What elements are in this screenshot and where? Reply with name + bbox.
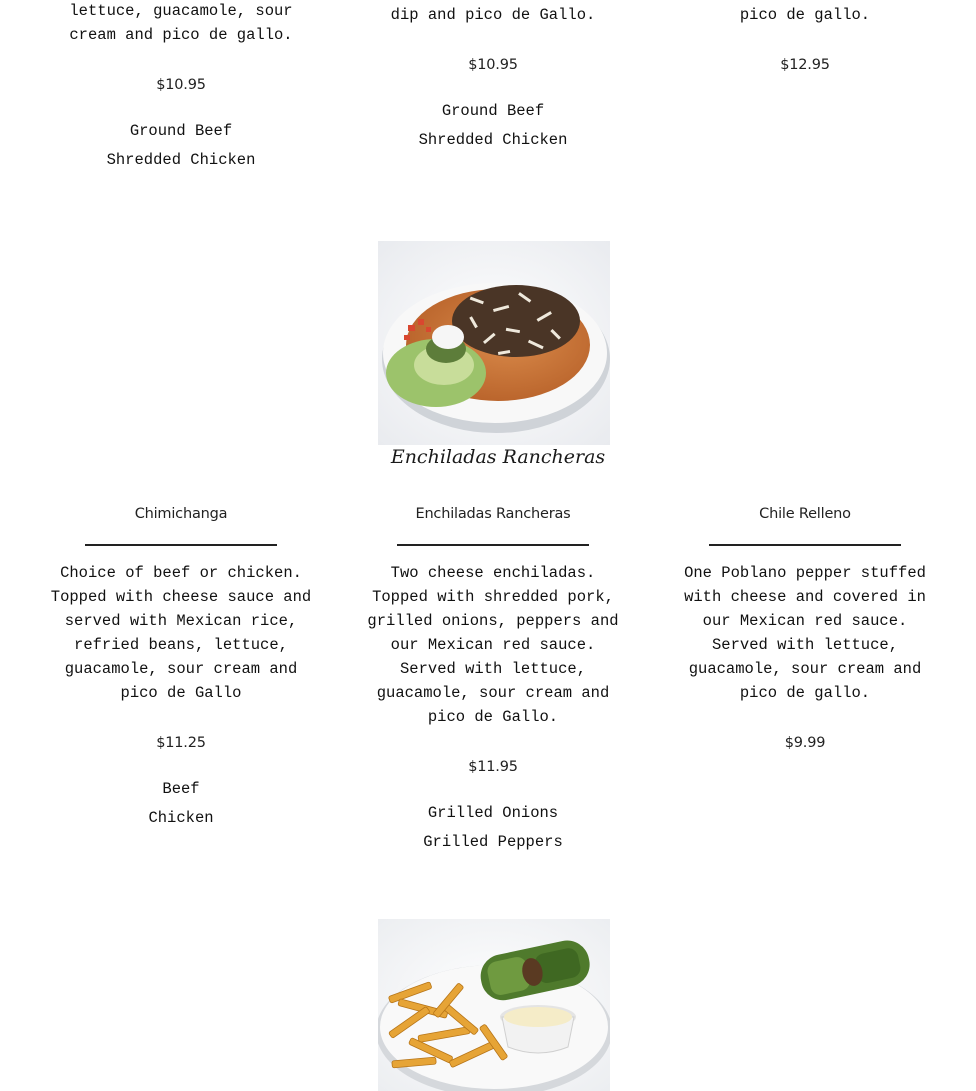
item-price: $11.95	[468, 759, 518, 775]
enchiladas-rancheras-photo[interactable]	[378, 241, 610, 445]
item-price: $12.95	[780, 57, 830, 73]
menu-card-top-3	[649, 3, 961, 77]
item-options	[25, 117, 337, 175]
item-description: One Poblano pepper stuffed with cheese and covered in our Mexican red sauce. Served with lettuce, guacamole, sour cream and pico de gallo.	[684, 564, 926, 702]
menu-card-top-1	[25, 0, 337, 175]
item-price: $10.95	[468, 57, 518, 73]
item-description: dip and pico de Gallo.	[390, 6, 596, 24]
item-description: Two cheese enchiladas. Topped with shredded pork, grilled onions, peppers and our Mexican red sauce. Served with lettuce, guacamole, sour cream and pico de Gallo.	[367, 564, 619, 726]
title-divider	[85, 544, 277, 546]
plate-illustration	[378, 241, 610, 445]
item-options	[337, 799, 649, 857]
photo-caption: Enchiladas Rancheras	[390, 446, 606, 468]
item-price: $10.95	[156, 77, 206, 93]
title-divider	[709, 544, 901, 546]
menu-card-enchiladas-rancheras	[337, 502, 649, 857]
item-title: Chimichanga	[134, 506, 228, 522]
item-options	[25, 775, 337, 833]
menu-card-chile-relleno	[649, 502, 961, 755]
option-chicken[interactable]: Chicken	[148, 809, 214, 827]
title-divider	[397, 544, 589, 546]
item-description: pico de gallo.	[739, 6, 871, 24]
option-ground-beef[interactable]: Ground Beef	[129, 122, 233, 140]
item-description: Choice of beef or chicken. Topped with cheese sauce and served with Mexican rice, refried beans, lettuce, guacamole, sour cream and pico de Gallo	[50, 564, 312, 702]
item-options	[337, 97, 649, 155]
option-beef[interactable]: Beef	[162, 780, 200, 798]
option-grilled-peppers[interactable]: Grilled Peppers	[423, 833, 563, 851]
menu-card-top-2	[337, 3, 649, 155]
option-ground-beef[interactable]: Ground Beef	[441, 102, 545, 120]
item-description: lettuce, guacamole, sour cream and pico de gallo.	[69, 2, 293, 44]
plate-illustration	[378, 919, 610, 1091]
item-title: Enchiladas Rancheras	[415, 506, 571, 522]
item-price: $11.25	[156, 735, 206, 751]
menu-card-chimichanga	[25, 502, 337, 833]
burrito-fries-photo[interactable]	[378, 919, 610, 1091]
item-title: Chile Relleno	[759, 506, 851, 522]
item-price: $9.99	[784, 735, 826, 751]
option-grilled-onions[interactable]: Grilled Onions	[427, 804, 559, 822]
option-shredded-chicken[interactable]: Shredded Chicken	[106, 151, 256, 169]
option-shredded-chicken[interactable]: Shredded Chicken	[418, 131, 568, 149]
